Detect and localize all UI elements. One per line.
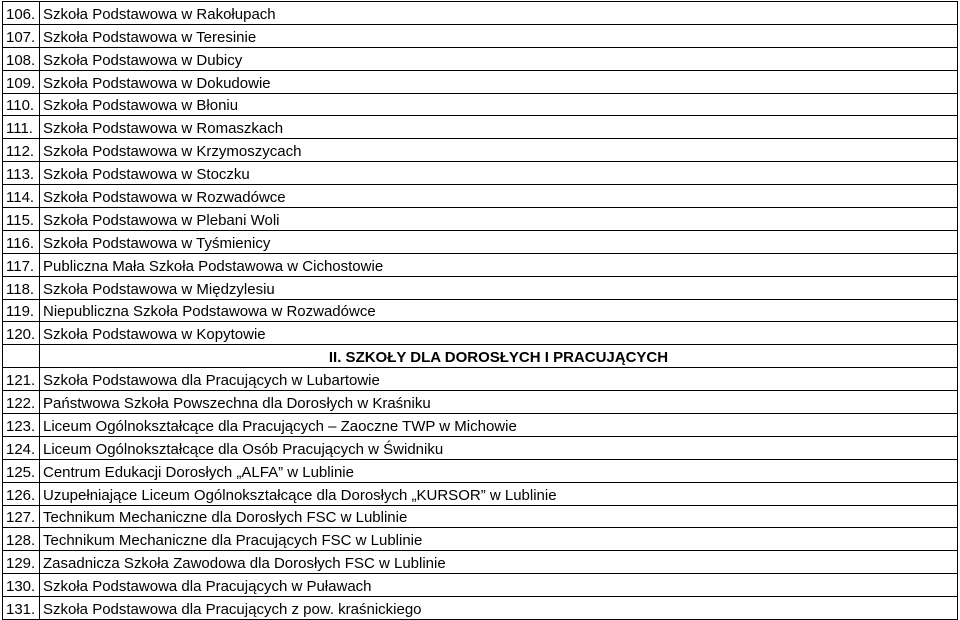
table-row	[3, 528, 958, 551]
school-name: Szkoła Podstawowa dla Pracujących w Puławach	[40, 574, 958, 597]
school-name: Szkoła Podstawowa dla Pracujących w Lubartowie	[40, 368, 958, 391]
row-number: 124.	[3, 436, 40, 459]
school-name: Szkoła Podstawowa w Rozwadówce	[40, 185, 958, 208]
school-name: Szkoła Podstawowa w Teresinie	[40, 24, 958, 47]
school-name: Technikum Mechaniczne dla Dorosłych FSC w Lublinie	[40, 505, 958, 528]
row-number: 114.	[3, 185, 40, 208]
table-row	[3, 2, 958, 25]
row-number: 113.	[3, 162, 40, 185]
table-row	[3, 574, 958, 597]
row-number: 111.	[3, 116, 40, 139]
row-number: 121.	[3, 368, 40, 391]
row-number: 130.	[3, 574, 40, 597]
school-name: Szkoła Podstawowa w Kopytowie	[40, 322, 958, 345]
school-name: Centrum Edukacji Dorosłych „ALFA” w Lublinie	[40, 459, 958, 482]
section-header-title: II. SZKOŁY DLA DOROSŁYCH I PRACUJĄCYCH	[40, 345, 958, 368]
school-name: Szkoła Podstawowa w Stoczku	[40, 162, 958, 185]
school-name: Szkoła Podstawowa w Plebani Woli	[40, 208, 958, 231]
table-row	[3, 299, 958, 322]
table-row	[3, 368, 958, 391]
school-name: Szkoła Podstawowa w Dubicy	[40, 47, 958, 70]
row-number: 122.	[3, 391, 40, 414]
row-number: 108.	[3, 47, 40, 70]
school-name: Liceum Ogólnokształcące dla Pracujących – Zaoczne TWP w Michowie	[40, 414, 958, 437]
table-row	[3, 597, 958, 620]
table-row	[3, 208, 958, 231]
table-row	[3, 459, 958, 482]
row-number: 115.	[3, 208, 40, 231]
school-name: Niepubliczna Szkoła Podstawowa w Rozwadówce	[40, 299, 958, 322]
row-number: 109.	[3, 70, 40, 93]
row-number: 127.	[3, 505, 40, 528]
table-row	[3, 116, 958, 139]
row-number: 125.	[3, 459, 40, 482]
table-row	[3, 162, 958, 185]
school-name: Szkoła Podstawowa w Błoniu	[40, 93, 958, 116]
row-number: 118.	[3, 276, 40, 299]
school-name: Szkoła Podstawowa w Tyśmienicy	[40, 230, 958, 253]
table-row	[3, 482, 958, 505]
row-number: 117.	[3, 253, 40, 276]
school-rows-after-section	[3, 368, 958, 620]
table-row	[3, 93, 958, 116]
section-header-row	[3, 345, 958, 368]
row-number: 129.	[3, 551, 40, 574]
school-name: Szkoła Podstawowa dla Pracujących z pow. kraśnickiego	[40, 597, 958, 620]
row-number: 120.	[3, 322, 40, 345]
school-name: Zasadnicza Szkoła Zawodowa dla Dorosłych FSC w Lublinie	[40, 551, 958, 574]
table-row	[3, 551, 958, 574]
school-name: Szkoła Podstawowa w Międzylesiu	[40, 276, 958, 299]
row-number: 119.	[3, 299, 40, 322]
table-row	[3, 253, 958, 276]
school-rows-before-section	[3, 2, 958, 345]
row-number: 116.	[3, 230, 40, 253]
row-number: 112.	[3, 139, 40, 162]
row-number: 107.	[3, 24, 40, 47]
table-row	[3, 436, 958, 459]
section-header-group	[3, 345, 958, 368]
school-name: Liceum Ogólnokształcące dla Osób Pracujących w Świdniku	[40, 436, 958, 459]
table-row	[3, 276, 958, 299]
school-name: Szkoła Podstawowa w Romaszkach	[40, 116, 958, 139]
row-number: 110.	[3, 93, 40, 116]
row-number: 123.	[3, 414, 40, 437]
table-row	[3, 322, 958, 345]
row-number: 131.	[3, 597, 40, 620]
school-name: Technikum Mechaniczne dla Pracujących FSC w Lublinie	[40, 528, 958, 551]
table-row	[3, 70, 958, 93]
school-name: Szkoła Podstawowa w Rakołupach	[40, 2, 958, 25]
table-row	[3, 414, 958, 437]
row-number: 128.	[3, 528, 40, 551]
section-header-number-cell	[3, 345, 40, 368]
table-row	[3, 24, 958, 47]
table-row	[3, 391, 958, 414]
table-row	[3, 139, 958, 162]
table-row	[3, 185, 958, 208]
table-row	[3, 230, 958, 253]
row-number: 126.	[3, 482, 40, 505]
table-row	[3, 505, 958, 528]
school-list-table	[2, 1, 958, 620]
school-name: Publiczna Mała Szkoła Podstawowa w Cichostowie	[40, 253, 958, 276]
school-name: Szkoła Podstawowa w Dokudowie	[40, 70, 958, 93]
school-name: Szkoła Podstawowa w Krzymoszycach	[40, 139, 958, 162]
school-name: Uzupełniające Liceum Ogólnokształcące dla Dorosłych „KURSOR” w Lublinie	[40, 482, 958, 505]
table-row	[3, 47, 958, 70]
school-name: Państwowa Szkoła Powszechna dla Dorosłych w Kraśniku	[40, 391, 958, 414]
row-number: 106.	[3, 2, 40, 25]
